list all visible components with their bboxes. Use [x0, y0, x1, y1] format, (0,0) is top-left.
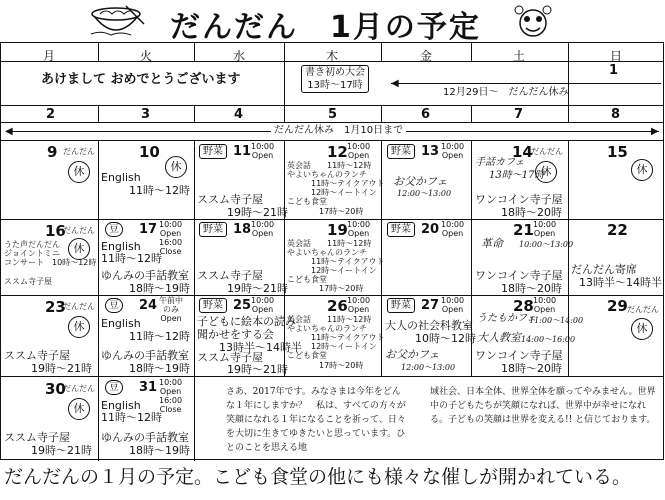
weekday-mon: 月 — [42, 49, 55, 63]
yasai-badge: 野菜 — [387, 144, 415, 159]
date-22: 22 — [607, 221, 628, 239]
closed-badge: 休 — [68, 316, 90, 338]
date-9: 9 — [47, 143, 58, 161]
date-13: 13 — [421, 144, 440, 159]
date-30: 30 — [45, 380, 66, 398]
date-29: 29 — [607, 297, 628, 315]
date-27: 27 — [421, 298, 440, 313]
yasai-badge: 野菜 — [387, 298, 415, 313]
closed-badge: 休 — [631, 318, 653, 340]
yasai-badge: 野菜 — [199, 222, 227, 237]
date-15: 15 — [607, 143, 628, 161]
kakizome-event: 書き初め大会 13時～17時 — [301, 65, 369, 93]
date-19: 19 — [327, 221, 348, 239]
date-17: 17 — [139, 222, 158, 237]
mame-badge: 豆 — [105, 298, 123, 313]
date-24: 24 — [139, 298, 158, 313]
mame-badge: 豆 — [105, 380, 123, 395]
new-year-greeting: あけまして おめでとうございます — [41, 72, 241, 87]
date-26: 26 — [327, 297, 348, 315]
date-25: 25 — [233, 298, 252, 313]
date-8: 8 — [611, 107, 621, 122]
photo-caption: だんだんの１月の予定。こども食堂の他にも様々な催しが開かれている。 — [4, 466, 632, 488]
date-18: 18 — [233, 222, 252, 237]
closed-badge: 休 — [68, 161, 90, 183]
date-7: 7 — [514, 107, 524, 122]
bowl-illustration — [86, 4, 146, 38]
date-21: 21 — [513, 221, 534, 239]
date-20: 20 — [421, 222, 440, 237]
date-1: 1 — [609, 63, 619, 78]
calendar-grid: 月 火 水 木 金 土 日 あけまして おめでとうございます 書き初め大会 13時～17時 1 ◀ 12月29日～ だんだん休み 2 3 4 5 6 7 8 ◀ ▶ だんだん休み 1月10日まで 9 だんだん 休 10 休 English 11時～12時 野菜 11 10:00 Open ススム寺子屋 19時～21時 12 10:00 Open 英会話 11時～12時 やよいちゃんのランチ 11時～テイクアウト 12時～イートイン こども食堂 17時～20時 野菜 13 10:00 Open お父かフェ 12:00～13:00 14 だんだん 休 手話カフェ 13時～17時 ワンコイン寺子屋 18時～20時 15 休 16 だんだん 休 うた声だんだん ジョイントミニ コンサート 10時～12時 ススム寺子屋 豆 17 10:00 Open 16:00 Close English 11時～12時 ゆんみの手話教室 18時～19時 野菜 18 10:00 Open ススム寺子屋 19時～21時 19 10:00 Open 英会話 11時～12時 やよいちゃんのランチ 11時～テイクアウト 12時～イートイン こども食堂 17時～20時 野菜 20 10:00 Open 21 10:00 Open 革命 10:00～13:00 ワンコイン寺子屋 18時～20時 22 だんだん寄席 13時半～14時半 23 だんだん 休 ススム寺子屋 19時～21時 豆 24 午前中 のみ Open English 11時～12時 ゆんみの手話教室 18時～19時 野菜 25 10:00 Open 子どもに絵本の読み 聞かせをする会 13時半～14時半 ススム寺子屋 19時～21時 26 10:00 Open 英会話 11時～12時 やよいちゃんのランチ 11時～テイクアウト 12時～イートイン こども食堂 17時～20時 野菜 27 10:00 Open 大人の社会科教室 10時～12時 お父かフェ 12:00～13:00 28 10:00 Open うたもかフェ 11:00～14:00 大人教室 14:00～16:00 ワンコイン寺子屋 18時～20時 29 だんだん 休 30 だんだん 休 ススム寺子屋 19時～21時 豆 31 10:00 Open 16:00 Close English 11時～12時 ゆんみの手話教室 18時～19時 — [0, 42, 664, 460]
closed-badge: 休 — [68, 398, 90, 420]
weekday-sun: 日 — [609, 49, 622, 63]
yasai-badge: 野菜 — [387, 222, 415, 237]
weekday-tue: 火 — [139, 49, 152, 63]
date-5: 5 — [328, 107, 338, 122]
new-year-message-left: さあ、2017年です。みなさまは今年をどんな１年にしますか？ 私は、すべての方々が笑顔になれる１年になることを祈って、日々を大切に生きてゆきたいと思っています。ひとのことを思える地 — [226, 387, 406, 453]
date-10: 10 — [139, 143, 160, 161]
weekday-fri: 金 — [419, 49, 432, 63]
weekday-wed: 水 — [232, 49, 245, 63]
date-28: 28 — [513, 297, 534, 315]
closed-badge: 休 — [68, 238, 90, 260]
date-6: 6 — [421, 107, 431, 122]
weekday-thu: 木 — [325, 49, 338, 63]
date-14: 14 — [512, 143, 533, 161]
date-3: 3 — [141, 107, 151, 122]
date-11: 11 — [233, 144, 252, 159]
date-16: 16 — [45, 222, 66, 240]
page-title: だんだん 1月の予定 — [170, 10, 481, 45]
new-year-message-right: 域社会、日本全体、世界全体を願ってやみません。世界中の子どもたちが笑顔になれば、世界中が幸せになれる。子どもの笑顔は世界を変える!! と信じております。 — [430, 387, 656, 425]
yasai-badge: 野菜 — [199, 298, 227, 313]
holiday-note-1: 12月29日～ だんだん休み — [443, 87, 569, 98]
mame-badge: 豆 — [105, 222, 123, 237]
date-31: 31 — [139, 380, 158, 395]
yasai-badge: 野菜 — [199, 144, 227, 159]
mascot-illustration — [510, 4, 556, 42]
date-12: 12 — [327, 143, 348, 161]
closed-badge: 休 — [631, 159, 653, 181]
closed-badge: 休 — [535, 161, 557, 183]
date-23: 23 — [45, 298, 66, 316]
closed-badge: 休 — [165, 156, 187, 178]
holiday-note-2: だんだん休み 1月10日まで — [271, 125, 406, 137]
weekday-sat: 土 — [512, 49, 525, 63]
date-4: 4 — [234, 107, 244, 122]
date-2: 2 — [46, 107, 56, 122]
